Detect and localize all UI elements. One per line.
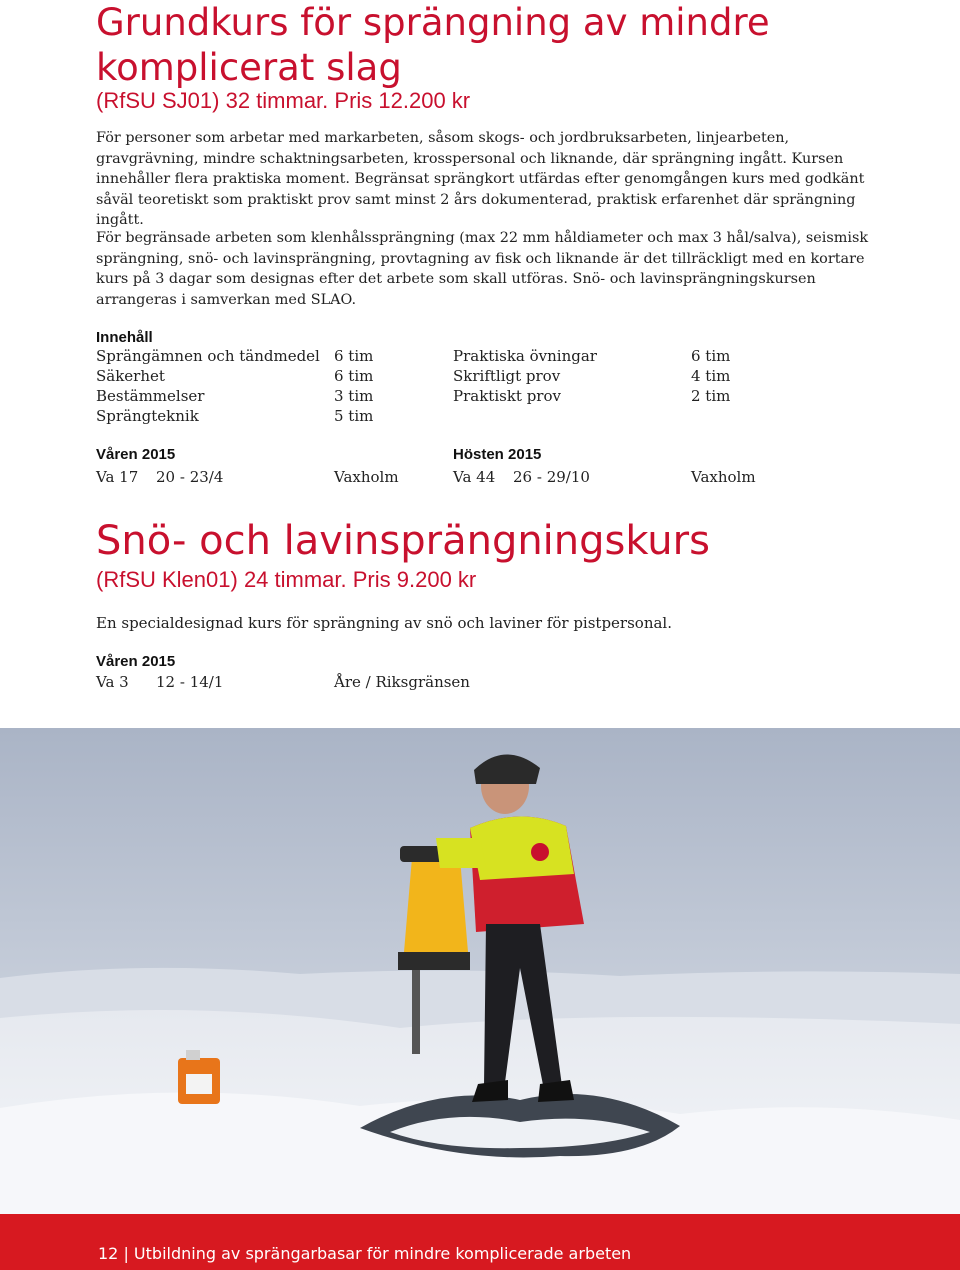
content-item-name: Säkerhet bbox=[96, 367, 165, 385]
course-title-line-1: Grundkurs för sprängning av mindre bbox=[96, 1, 770, 44]
content-item-name: Skriftligt prov bbox=[453, 367, 561, 385]
course2-description: En specialdesignad kurs för sprängning av snö och laviner för pistpersonal. bbox=[96, 614, 672, 632]
course2-subtitle: (RfSU Klen01) 24 timmar. Pris 9.200 kr bbox=[96, 567, 477, 592]
autumn-place: Vaxholm bbox=[691, 468, 756, 486]
spring-dates: 20 - 23/4 bbox=[156, 468, 224, 486]
course2-spring-dates: 12 - 14/1 bbox=[156, 673, 224, 691]
course2-spring-heading: Våren 2015 bbox=[96, 653, 176, 670]
content-item-name: Sprängteknik bbox=[96, 407, 199, 425]
course2-spring-place: Åre / Riksgränsen bbox=[334, 673, 470, 691]
content-item-hours: 6 tim bbox=[691, 347, 731, 365]
content-item-hours: 3 tim bbox=[334, 387, 374, 405]
content-item-name: Bestämmelser bbox=[96, 387, 205, 405]
spring-week: Va 17 bbox=[96, 468, 139, 486]
content-item-hours: 5 tim bbox=[334, 407, 374, 425]
course-description-2: För begränsade arbeten som klenhålssprängning (max 22 mm håldiameter och max 3 hål/salva), seismisk sprängning, snö- och lavinsprängning, provtagning av fisk och liknande är det tillräckligt med en kortare kurs på 3 dagar som designas efter det arbete som skall utföras. Snö- och lavinsprängningskursen arrangeras i samverkan med SLAO. bbox=[96, 230, 869, 308]
spring-place: Vaxholm bbox=[334, 468, 399, 486]
content-item-hours: 6 tim bbox=[334, 367, 374, 385]
content-item-hours: 6 tim bbox=[334, 347, 374, 365]
course-title bbox=[96, 0, 896, 90]
autumn-heading: Hösten 2015 bbox=[453, 446, 542, 463]
footer-text: 12 | Utbildning av sprängarbasar för mindre komplicerade arbeten bbox=[98, 1244, 632, 1263]
spring-heading: Våren 2015 bbox=[96, 446, 176, 463]
content-item-name: Praktiskt prov bbox=[453, 387, 561, 405]
content-item-hours: 4 tim bbox=[691, 367, 731, 385]
content-item-name: Praktiska övningar bbox=[453, 347, 597, 365]
content-item-hours: 2 tim bbox=[691, 387, 731, 405]
course2-spring-week: Va 3 bbox=[96, 673, 129, 691]
content-heading: Innehåll bbox=[96, 329, 153, 346]
course-description: För personer som arbetar med markarbeten, såsom skogs- och jordbruksarbeten, linjearbeten, gravgrävning, mindre schaktningsarbeten, krosspersonal och liknande, där sprängning ingått. Kursen innehåller flera praktiska moment. Begränsat sprängkort utfärdas efter genomgången kurs med godkänt såväl teoretiskt som praktiskt prov samt minst 2 års dokumenterad, praktisk erfarenhet där sprängning ingått. bbox=[96, 130, 865, 228]
autumn-week: Va 44 bbox=[453, 468, 496, 486]
course-title-line-2: komplicerat slag bbox=[96, 46, 402, 89]
course2-title: Snö- och lavinsprängningskurs bbox=[96, 518, 710, 564]
course-subtitle: (RfSU SJ01) 32 timmar. Pris 12.200 kr bbox=[96, 88, 471, 113]
photo-worker-drilling-snow bbox=[0, 728, 960, 1214]
content-item-name: Sprängämnen och tändmedel bbox=[96, 347, 320, 365]
autumn-dates: 26 - 29/10 bbox=[513, 468, 590, 486]
